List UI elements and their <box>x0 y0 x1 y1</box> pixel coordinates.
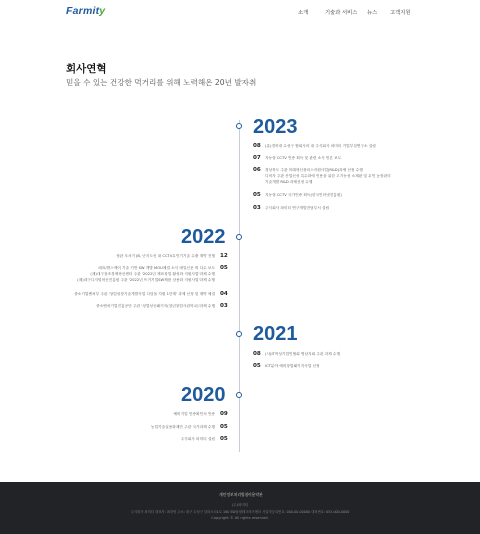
event-text: 지능형 CCTV 국가인증 획득(한국인터넷진흥원) <box>265 193 342 197</box>
site-header <box>0 0 480 26</box>
event-month: 05 <box>253 192 261 198</box>
event-text: 정관 모서기 JB, 난지도선 내 CCTV무인기기술 수출 계약 진행 <box>116 254 215 258</box>
event-text: (사)IT여성기업인협회 영남지회 주관 과제 수행 <box>265 352 341 356</box>
footer-privacy-link[interactable]: 개인정보처리방침 <box>219 492 249 497</box>
event-text: 지능형 CCTV 인증 획득 및 관련 소식 언론 보도 <box>265 156 342 160</box>
event-text: 주식회사 파미티 설립 <box>180 437 215 441</box>
site-footer <box>0 482 480 534</box>
nav-item-news[interactable]: 뉴스 <box>367 10 378 16</box>
event-text-line3: (재)대구디지털혁신진흥원 주관 '2022년 뜨거기업SW제품 상용화 지원사업'과제 수행 <box>77 278 215 282</box>
event-text: (유)경북대 수성구 협회사라 내 주식회사 파미티 기업부설연구소 설립 <box>265 144 376 148</box>
event-text: 농업기술실용화재단 주관 국가과제 수행 <box>150 425 215 429</box>
year-heading-2023: 2023 <box>253 116 298 138</box>
timeline-dot-2023 <box>236 123 242 129</box>
timeline-dot-2020 <box>236 392 242 398</box>
nav-item-support[interactable]: 고객지원 <box>390 10 411 16</box>
event-text-line2: 디비자 주관 산업신성 특수화에 인용을 위한 고기능성 소재판 및 무인 농장관리 <box>265 174 391 178</box>
footer-copyright: Copyright © All rights reserved. <box>211 516 269 520</box>
event-month: 05 <box>220 436 228 442</box>
event-month: 03 <box>220 303 228 309</box>
event-text: 예비기업 인증확인서 인증 <box>173 412 215 416</box>
page-title: 회사연혁 <box>66 63 107 75</box>
site-logo[interactable]: Farmity <box>66 5 106 17</box>
timeline-dot-2021 <box>236 331 242 337</box>
event-month: 06 <box>253 167 261 173</box>
nav-item-tech-service[interactable]: 기술과 서비스 <box>325 10 358 16</box>
footer-terms-link[interactable]: 이용약관 <box>248 492 263 497</box>
event-text: 경상북도 주관 미래혁신플러스지원사업(R&D)과제 선정 수행 <box>265 168 363 172</box>
event-month: 09 <box>220 411 228 417</box>
timeline-dot-2022 <box>236 234 242 240</box>
year-heading-2020: 2020 <box>181 384 226 406</box>
event-month: 05 <box>220 265 228 271</box>
event-text: 주식회사 파미티 연구개발전담부서 설립 <box>265 206 330 210</box>
event-text-line3: 기술개발 R&D 과제선정 수행 <box>265 180 313 184</box>
event-month: 05 <box>220 424 228 430</box>
nav-item-about[interactable]: 소개 <box>298 10 309 16</box>
year-heading-2021: 2021 <box>253 323 298 345</box>
event-month: 04 <box>220 291 228 297</box>
event-text: 매표/발스캐어 기술 기반 SW 개발 MOU체결 소식 매일신문 외 다수 보도 <box>98 266 215 270</box>
event-month: 07 <box>253 155 261 161</box>
footer-address: 주식회사 파미티 대표자: 최하영 주소: 대구 수성구 알파시티1로 160 SW융합테크비즈센터 사업자등록번호: 000-00-00000 대표번호: 053-000-0000 <box>130 510 350 514</box>
event-month: 12 <box>220 253 228 259</box>
page-subtitle: 믿을 수 있는 건강한 먹거리를 위해 노력해온 20년 발자취 <box>66 78 257 87</box>
event-month: 08 <box>253 143 261 149</box>
timeline-line <box>239 120 240 452</box>
year-heading-2022: 2022 <box>181 226 226 248</box>
footer-company: (주)파미티 <box>231 503 249 507</box>
event-text: ICT분야 예비창업패키지사업 선정 <box>265 364 320 368</box>
event-month: 03 <box>253 205 261 211</box>
event-month: 08 <box>253 351 261 357</box>
event-text-line2: (재)대구창조경제혁신센터 주관 '2022년 제표창업 활성화 지원사업'과제 수행 <box>90 272 215 276</box>
event-text: 중소벤처기업진흥공단 주관 '청업성공패키지(청년창업사관학교)'과제 수행 <box>96 304 215 308</box>
event-month: 05 <box>253 363 261 369</box>
event-text: 중소기업벤처부 주관 '창업성장기술개발사업 디딤돌 지원 1단계' 과제 선정 및 계약 체결 <box>74 292 215 296</box>
